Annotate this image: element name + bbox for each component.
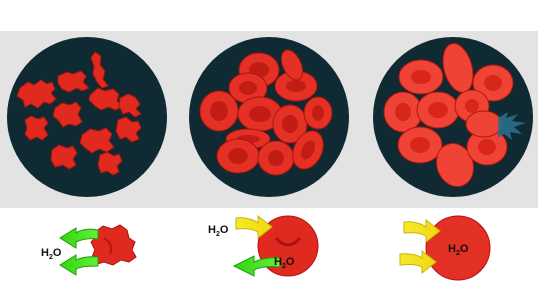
dish-isotonic xyxy=(189,37,349,197)
dish-hypotonic xyxy=(373,37,533,197)
normal-cell xyxy=(217,139,259,173)
water-out-arrow xyxy=(60,255,98,275)
cell-hypertonic xyxy=(41,225,136,275)
crenated-cell xyxy=(25,116,48,140)
water-label: $H_2O$ xyxy=(274,256,295,270)
crenated-cell xyxy=(98,152,122,175)
cell-isotonic xyxy=(208,216,318,276)
normal-cell xyxy=(258,141,294,175)
water-label: $H_2O$ xyxy=(448,243,469,257)
water-label: $H_2O$ xyxy=(208,224,229,238)
normal-cell xyxy=(304,97,332,129)
swollen-cell xyxy=(417,92,459,128)
burst-cell xyxy=(466,111,502,137)
swollen-cell xyxy=(398,127,442,163)
swollen-single-cell xyxy=(426,216,490,280)
swollen-cell xyxy=(384,92,422,132)
normal-cell xyxy=(200,91,238,131)
water-label: $H_2O$ xyxy=(41,247,62,261)
crenated-cell xyxy=(51,145,77,169)
crenated-cell xyxy=(116,117,141,142)
cell-hypotonic xyxy=(400,216,490,280)
dish-hypertonic xyxy=(7,37,167,197)
swollen-cell xyxy=(399,60,443,94)
